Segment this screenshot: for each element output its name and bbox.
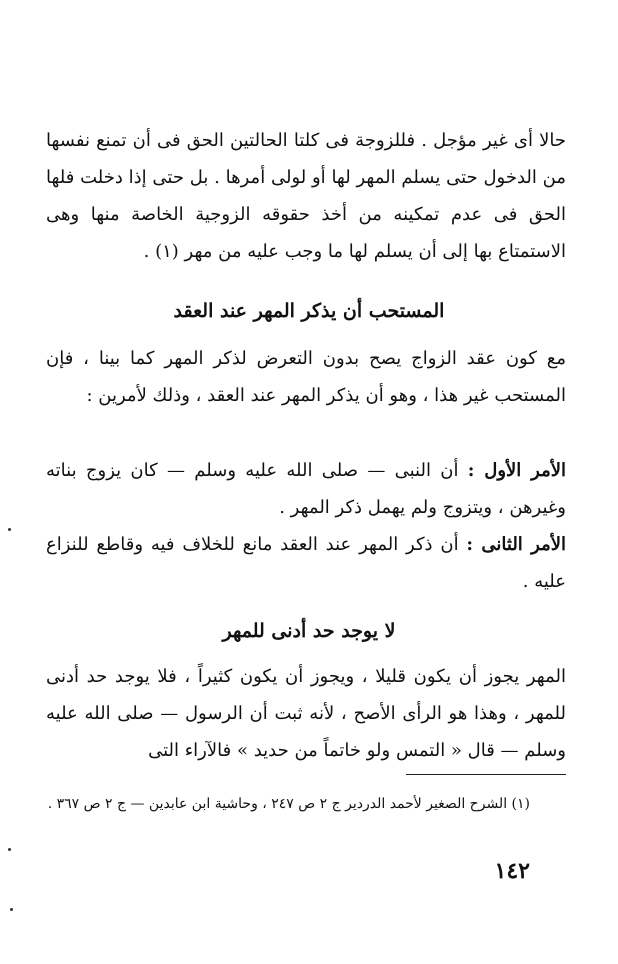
scan-speck (10, 908, 13, 911)
second-reason-lead: الأمر الثانى : (466, 534, 566, 555)
paragraph-first-reason (46, 452, 566, 526)
scan-speck (8, 848, 11, 851)
first-reason-lead: الأمر الأول : (467, 460, 566, 481)
footnote-separator (406, 774, 566, 775)
scan-speck (8, 528, 11, 531)
paragraph-no-minimum: المهر يجوز أن يكون قليلا ، ويجوز أن يكون كثيراً ، فلا يوجد حد أدنى للمهر ، وهذا هو الرأى الأصح ، لأنه ثبت أن الرسول — صلى الله عليه وسلم — قال « التمس ولو خاتماً من حديد » فالآراء التى (46, 666, 566, 761)
footnote: (١) الشرح الصغير لأحمد الدردير ج ٢ ص ٢٤٧ ، وحاشية ابن عابدين — ج ٢ ص ٣٦٧ . (47, 796, 530, 812)
first-reason-body: أن النبى — صلى الله عليه وسلم — كان يزوج بناته وغيرهن ، ويتزوج ولم يهمل ذكر المهر . (46, 460, 566, 518)
paragraph-recommended-intro: مع كون عقد الزواج يصح بدون التعرض لذكر المهر كما بينا ، فإن المستحب غير هذا ، وهو أن يذكر المهر عند العقد ، وذلك لأمرين : (46, 348, 566, 406)
paragraph-second-reason (46, 526, 566, 600)
page-number: ١٤٢ (494, 858, 530, 884)
section-heading-recommended: المستحب أن يذكر المهر عند العقد (173, 300, 445, 322)
second-reason-body: أن ذكر المهر عند العقد مانع للخلاف فيه وقاطع للنزاع عليه . (46, 534, 566, 592)
section-heading-no-minimum: لا يوجد حد أدنى للمهر (222, 620, 396, 642)
paragraph-mahr-timing: حالا أى غير مؤجل . فللزوجة فى كلتا الحالتين الحق فى أن تمنع نفسها من الدخول حتى يسلم المهر لها أو لولى أمرها . بل حتى إذا دخلت فلها الحق فى عدم تمكينه من أخذ حقوقه الزوجية الخاصة منها وهى الاستمتاع بها إلى أن يسلم لها ما وجب عليه من مهر (١) . (46, 130, 566, 262)
